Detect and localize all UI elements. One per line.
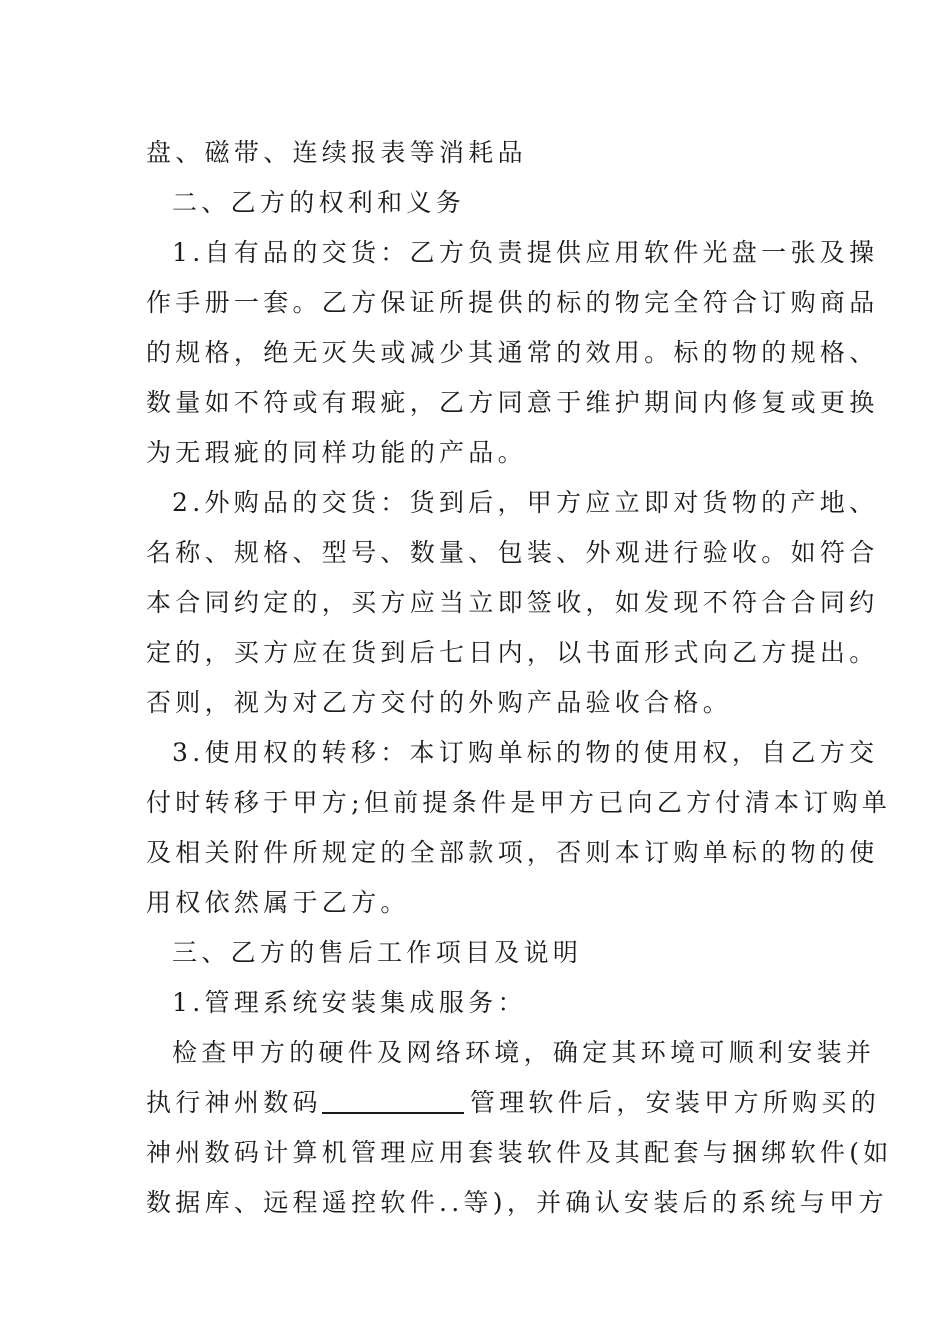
clause-3-1-line: 数据库、远程遥控软件..等)，并确认安装后的系统与甲方 [146, 1188, 888, 1217]
clause-3-1-line: 神州数码计算机管理应用套装软件及其配套与捆绑软件(如 [146, 1138, 893, 1167]
clause-2-3-line: 用权依然属于乙方。 [146, 888, 410, 917]
clause-2-2-line: 2.外购品的交货：货到后，甲方应立即对货物的产地、 [172, 488, 879, 517]
clause-2-2-line: 本合同约定的，买方应当立即签收，如发现不符合合同约 [146, 588, 879, 617]
section-heading-3: 三、乙方的售后工作项目及说明 [172, 938, 583, 967]
clause-2-1-line: 作手册一套。乙方保证所提供的标的物完全符合订购商品 [146, 288, 879, 317]
clause-2-3-line: 3.使用权的转移：本订购单标的物的使用权，自乙方交 [172, 738, 879, 767]
line-text-after-blank: 管理软件后，安装甲方所购买的 [469, 1088, 881, 1117]
line-text-before-blank: 执行神州数码 [146, 1088, 322, 1117]
clause-2-1-line: 的规格，绝无灭失或减少其通常的效用。标的物的规格、 [146, 338, 879, 367]
clause-3-1-line [146, 1078, 881, 1128]
fill-in-blank [322, 1112, 464, 1114]
clause-2-1-line: 为无瑕疵的同样功能的产品。 [146, 438, 527, 467]
clause-2-1-line: 1.自有品的交货：乙方负责提供应用软件光盘一张及操 [172, 238, 879, 267]
clause-3-1-heading: 1.管理系统安装集成服务： [172, 988, 527, 1017]
clause-2-3-line: 付时转移于甲方;但前提条件是甲方已向乙方付清本订购单 [146, 788, 892, 817]
section-heading-2: 二、乙方的权利和义务 [172, 188, 466, 217]
clause-2-2-line: 名称、规格、型号、数量、包装、外观进行验收。如符合 [146, 538, 879, 567]
clause-2-2-line: 定的，买方应在货到后七日内，以书面形式向乙方提出。 [146, 638, 879, 667]
clause-2-3-line: 及相关附件所规定的全部款项，否则本订购单标的物的使 [146, 838, 879, 867]
clause-2-1-line: 数量如不符或有瑕疵，乙方同意于维护期间内修复或更换 [146, 388, 879, 417]
paragraph-line: 盘、磁带、连续报表等消耗品 [146, 138, 527, 167]
clause-2-2-line: 否则，视为对乙方交付的外购产品验收合格。 [146, 688, 733, 717]
clause-3-1-line: 检查甲方的硬件及网络环境，确定其环境可顺利安装并 [172, 1038, 876, 1067]
